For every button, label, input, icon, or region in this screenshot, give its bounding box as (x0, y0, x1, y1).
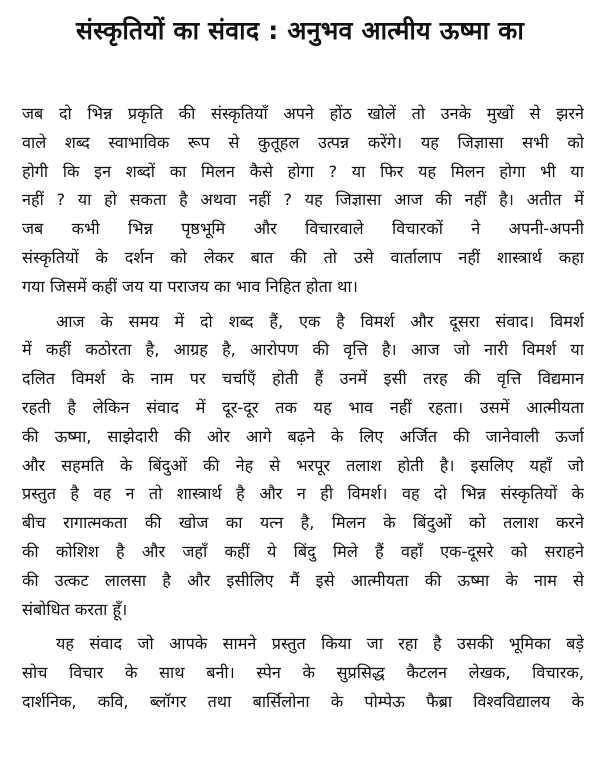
text-line: जब कभी भिन्न पृष्ठभूमि और विचारवाले विचारकों ने अपनी-अपनी (22, 219, 584, 239)
text-line: जब दो भिन्न प्रकृति की संस्कृतियाँ अपने होंठ खोलें तो उनके मुखों से झरने (22, 104, 584, 123)
text-line: बीच रागात्मकता की खोज का यत्न है, मिलन के बिंदुओं को तलाश करने (22, 513, 584, 533)
text-line: रहती है लेकिन संवाद में दूर-दूर तक यह भाव नहीं रहता। उसमें आत्मीयता (22, 397, 584, 417)
text-line: की कोशिश है और जहाँ कहीं ये बिंदु मिले हैं वहाँ एक-दूसरे को सराहने (22, 541, 584, 561)
text-line: प्रस्तुत है वह न तो शास्त्रार्थ है और न ही विमर्श। वह दो भिन्न संस्कृतियों के (22, 484, 584, 504)
text-line: सोच विचार के साथ बनी। स्पेन के सुप्रसिद्ध कैटलन लेखक, विचारक, (22, 663, 584, 683)
text-line: होगी कि इन शब्दों का मिलन कैसे होगा ? या फिर यह मिलन होगा भी या (22, 161, 584, 181)
text-line: वाले शब्द स्वाभाविक रूप से कुतूहल उत्पन्न करेंगे। यह जिज्ञासा सभी को (22, 132, 584, 152)
text-line: की ऊष्मा, साझेदारी की ओर आगे बढ़ने के लिए अर्जित की जानेवाली ऊर्जा (22, 426, 584, 446)
paragraph-1 (22, 100, 584, 302)
text-line: और सहमति के बिंदुओं की नेह से भरपूर तलाश होती है। इसलिए यहाँ जो (22, 455, 584, 475)
body-text (22, 100, 584, 723)
paragraph-3 (22, 630, 584, 716)
text-line: दलित विमर्श के नाम पर चर्चाएँ होती हैं उनमें इसी तरह की वृत्ति विद्यमान (22, 369, 584, 389)
text-line: में कहीं कठोरता है, आग्रह है, आरोपण की वृत्ति है। आज जो नारी विमर्श या (22, 340, 584, 360)
text-line: गया जिसमें कहीं जय या पराजय का भाव निहित होता था। (22, 276, 358, 296)
page-title: संस्कृतियों का संवाद : अनुभव आत्मीय ऊष्मा का (75, 16, 525, 45)
text-line: नहीं ? या हो सकता है अथवा नहीं ? यह जिज्ञासा आज की नहीं है। अतीत में (22, 190, 584, 210)
text-line: आज के समय में दो शब्द हैं, एक है विमर्श और दूसरा संवाद। विमर्श (56, 311, 584, 331)
paragraph-2 (22, 308, 584, 625)
text-line: की उत्कट लालसा है और इसीलिए मैं इसे आत्मीयता की ऊष्मा के नाम से (22, 570, 584, 590)
text-line: यह संवाद जो आपके सामने प्रस्तुत किया जा रहा है उसकी भूमिका बड़े (56, 634, 584, 654)
text-line: संबोधित करता हूँ। (22, 599, 128, 619)
text-line: दार्शनिक, कवि, ब्लॉगर तथा बार्सिलोना के पोम्पेऊ फैब्रा विश्वविद्यालय के (22, 691, 584, 711)
text-line: संस्कृतियों के दर्शन को लेकर बात की तो उसे वार्तालाप नहीं शास्त्रार्थ कहा (22, 247, 584, 267)
